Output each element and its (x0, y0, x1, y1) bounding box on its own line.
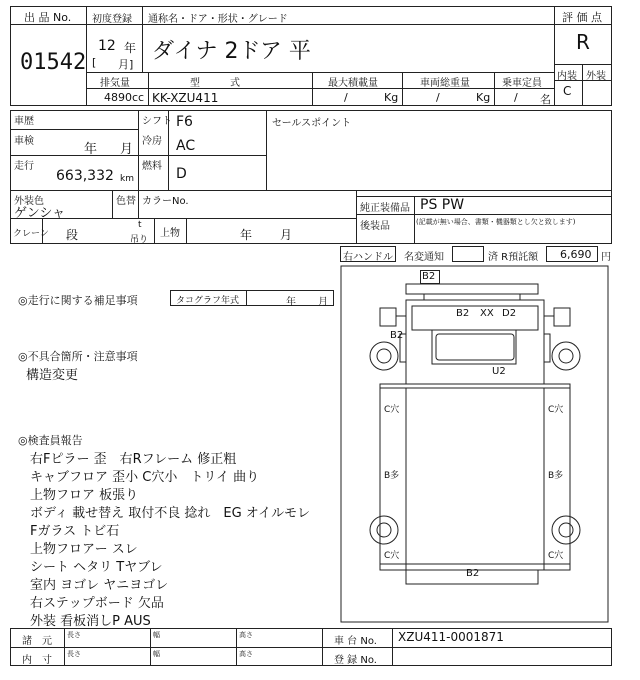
crane-t: t (138, 220, 142, 230)
inspection-year: 年 (84, 142, 98, 157)
interior-label: 内装 (557, 71, 577, 82)
rating-value: R (576, 30, 590, 54)
diagram-label-c-hole-l2: C穴 (384, 551, 400, 561)
gross-label: 車両総重量 (420, 78, 470, 89)
sales-point-label: セールスポイント (272, 118, 352, 129)
recycle-label: 済 R預託額 (488, 252, 539, 263)
footer-length-label: 長さ (67, 631, 81, 639)
type-value: KK-XZU411 (152, 91, 219, 105)
first-reg-year: 12 (98, 38, 116, 54)
gross-unit: Kg (476, 91, 491, 104)
displacement-label: 排気量 (100, 78, 130, 89)
crane-lift: 吊り (130, 235, 149, 245)
mileage-label: 走行 (14, 161, 34, 172)
crane-stage: 段 (66, 228, 79, 242)
recycle-unit: 円 (601, 252, 611, 263)
fuel-value: D (176, 166, 187, 182)
first-reg-month-open: [ (92, 56, 97, 69)
exterior-label: 外装 (586, 71, 606, 82)
diagram-label-b2-rear: B2 (466, 568, 480, 579)
footer-height-label-2: 高さ (239, 650, 253, 658)
model-label: 通称名・ドア・形状・グレード (148, 14, 288, 25)
recycle-value: 6,690 (560, 248, 592, 261)
aftermarket-note: (記載が無い場合、書類・機器類とし欠と致します) (416, 218, 576, 226)
inspector-line: Fガラス トビ石 (30, 524, 120, 539)
shift-value: F6 (176, 114, 193, 130)
car-name: ダイナ 2ドア 平 (152, 39, 311, 64)
footer-shoyo-label: 諸 元 (22, 636, 52, 647)
shift-label: シフト (142, 116, 172, 127)
color-code-label: カラーNo. (142, 196, 189, 207)
history-label: 車歴 (14, 116, 34, 127)
name-change-box (452, 246, 484, 262)
footer-length-label-2: 長さ (67, 650, 81, 658)
inspection-month: 月 (120, 142, 134, 157)
inspector-line: 室内 ヨゴレ ヤニヨゴレ (30, 578, 169, 593)
truck-diagram (340, 264, 610, 626)
footer-height-label: 高さ (239, 631, 253, 639)
gross-value: / (436, 91, 440, 104)
inspector-line: 右Fピラー 歪 右Rフレーム 修正粗 (30, 452, 237, 467)
upper-month: 月 (280, 228, 293, 242)
footer-width-label-2: 幅 (153, 650, 160, 658)
diagram-label-b2-hood: B2 (456, 308, 470, 319)
capacity-unit: 名 (540, 93, 551, 106)
footer-chassis-value: XZU411-0001871 (398, 630, 504, 644)
first-reg-label: 初度登録 (92, 14, 132, 25)
diagram-label-b2-front: B2 (422, 271, 436, 282)
diagram-label-b2-left: B2 (390, 330, 404, 341)
color-no-label: 色替 (116, 196, 136, 207)
inspector-line: ボディ 載せ替え 取付不良 捻れ EG オイルモレ (30, 506, 311, 521)
diagram-label-c-hole-l1: C穴 (384, 405, 400, 415)
exterior-color-label: 外装色 (14, 196, 44, 207)
fuel-label: 燃料 (142, 161, 162, 172)
inspector-line: キャブフロア 歪小 C穴小 トリイ 曲り (30, 470, 260, 485)
load-slash: / (344, 91, 348, 104)
inspection-label: 車検 (14, 136, 34, 147)
tachograph-label: タコグラフ年式 (176, 296, 240, 306)
diagram-label-c-hole-r1: C穴 (548, 405, 564, 415)
footer-reg-label: 登 録 No. (334, 655, 377, 666)
diagram-label-u2: U2 (492, 366, 506, 377)
load-label: 最大積載量 (328, 78, 378, 89)
mileage-value: 663,332 (56, 168, 114, 184)
name-change-label: 名変通知 (404, 252, 444, 263)
footer-naigai-label: 内 寸 (22, 655, 52, 666)
inspector-line: 上物フロア 板張り (30, 488, 139, 503)
footer-width-label: 幅 (153, 631, 160, 639)
aftermarket-label: 後装品 (360, 221, 390, 232)
first-reg-year-unit: 年 (124, 41, 137, 55)
rating-label: 評 価 点 (562, 11, 602, 24)
right-handle-label: 右ハンドル (343, 252, 393, 263)
diagram-label-d2: D2 (502, 308, 517, 319)
inspector-line: 外装 看板消しP AUS (30, 614, 151, 629)
diagram-label-c-hole-r2: C穴 (548, 551, 564, 561)
displacement-value: 4890 (104, 91, 132, 104)
std-equipment-value: PS PW (420, 197, 465, 213)
lot-no-value: 01542 (20, 50, 87, 75)
ac-value: AC (176, 138, 196, 154)
load-unit: Kg (384, 91, 399, 104)
footer-chassis-label: 車 台 No. (334, 636, 377, 647)
diagram-label-b-many-r: B多 (548, 471, 564, 481)
defect-title: ◎不具合箇所・注意事項 (18, 350, 138, 363)
upper-label: 上物 (160, 228, 180, 239)
inspector-line: 上物フロアー スレ (30, 542, 138, 557)
crane-label: クレーン (13, 229, 49, 239)
diagram-label-xx: XX (480, 308, 494, 319)
first-reg-month-unit: 月] (118, 58, 134, 71)
capacity-label: 乗車定員 (502, 78, 542, 89)
lot-no-label: 出 品 No. (24, 11, 72, 24)
mileage-unit: km (120, 174, 134, 184)
inspector-line: 右ステップボード 欠品 (30, 596, 164, 611)
defect-line: 構造変更 (26, 368, 79, 383)
running-title: ◎走行に関する補足事項 (18, 294, 138, 307)
upper-year: 年 (240, 228, 253, 242)
exterior-color-value: ゲンシャ (14, 206, 66, 221)
ac-label: 冷房 (142, 136, 162, 147)
diagram-label-b-many-l: B多 (384, 471, 400, 481)
displacement-unit: cc (132, 91, 145, 104)
tachograph-year: 年 (286, 297, 296, 308)
inspector-line: シート ヘタリ Tヤブレ (30, 560, 163, 575)
interior-value: C (563, 84, 572, 98)
capacity-value: / (514, 91, 518, 104)
type-label: 型 式 (190, 78, 240, 89)
tachograph-month: 月 (318, 297, 328, 308)
inspector-title: ◎検査員報告 (18, 434, 83, 447)
std-equipment-label: 純正装備品 (360, 203, 410, 214)
